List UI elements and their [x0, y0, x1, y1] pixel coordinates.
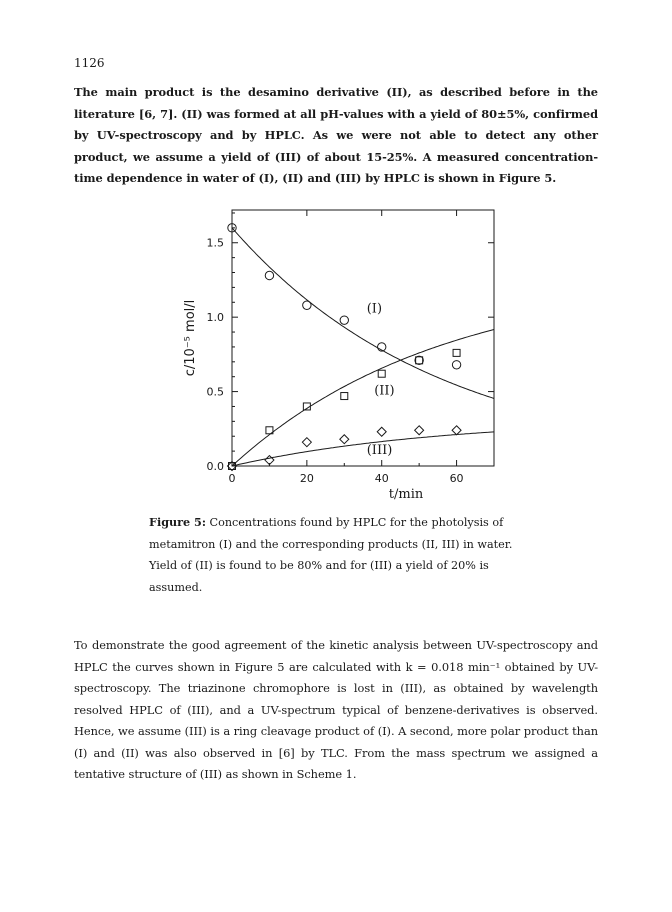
- data-point-square: [378, 370, 385, 377]
- y-axis-label: c/10⁻⁵ mol/l: [183, 299, 198, 377]
- data-point-circle: [415, 356, 423, 364]
- data-point-circle: [340, 316, 348, 324]
- data-point-square: [341, 393, 348, 400]
- caption-label: Figure 5:: [149, 515, 206, 529]
- data-point-diamond: [415, 426, 424, 435]
- figure-caption: [149, 512, 529, 598]
- data-point-square: [416, 357, 423, 364]
- data-point-circle: [452, 361, 460, 369]
- series-label: (III): [366, 443, 393, 459]
- model-curve: [232, 330, 494, 467]
- page-number: 1126: [74, 56, 105, 70]
- y-tick-label: 0.0: [206, 460, 224, 473]
- concentration-time-chart: [170, 200, 510, 510]
- model-curve: [232, 228, 494, 399]
- intro-paragraph: The main product is the desamino derivative (II), as described before in the literature [6, 7]. (II) was formed at all pH-values with a yield of 80±5%, confirmed by UV-spectroscopy and by HPLC. As we were not able to detect any other product, we assume a yield of (III) of about 15-25%. A measured concentration-time dependence in water of (I), (II) and (III) by HPLC is shown in Figure 5.: [74, 85, 598, 185]
- x-tick-label: 0: [228, 472, 236, 485]
- x-tick-label: 20: [299, 472, 314, 485]
- y-tick-label: 1.0: [206, 311, 224, 325]
- data-point-square: [453, 349, 460, 356]
- data-point-diamond: [340, 435, 349, 444]
- curves-layer: [232, 228, 494, 466]
- series-label: (I): [366, 301, 383, 317]
- data-point-circle: [303, 301, 311, 309]
- data-point-diamond: [302, 438, 311, 447]
- x-tick-label: 60: [449, 472, 464, 485]
- x-axis-label: t/min: [388, 487, 424, 502]
- caption-text: Concentrations found by HPLC for the photolysis of metamitron (I) and the corresponding products (II, III) in water. Yield of (II) is found to be 80% and for (III) a yield of 20% is assumed.: [149, 516, 513, 594]
- discussion-paragraph: To demonstrate the good agreement of the kinetic analysis between UV-spectroscopy and HPLC the curves shown in Figure 5 are calculated with k = 0.018 min⁻¹ obtained by UV-spectroscopy. The triazinone chromophore is lost in (III), as obtained by wavelength resolved HPLC of (III), and a UV-spectrum typical of benzene-derivatives is observed. Hence, we assume (III) is a ring cleavage product of (I). A second, more polar product than (I) and (II) was also observed in [6] by TLC. From the mass spectrum we assigned a tentative structure of (III) as shown in Scheme 1.: [74, 638, 598, 781]
- data-point-circle: [265, 271, 273, 279]
- y-tick-label: 0.5: [206, 385, 224, 399]
- model-curve: [232, 432, 494, 466]
- data-point-diamond: [452, 426, 461, 435]
- series-label: (II): [374, 383, 395, 399]
- y-tick-label: 1.5: [206, 236, 224, 250]
- data-point-diamond: [377, 427, 386, 436]
- labels-layer: [183, 237, 464, 502]
- x-tick-label: 40: [374, 472, 389, 485]
